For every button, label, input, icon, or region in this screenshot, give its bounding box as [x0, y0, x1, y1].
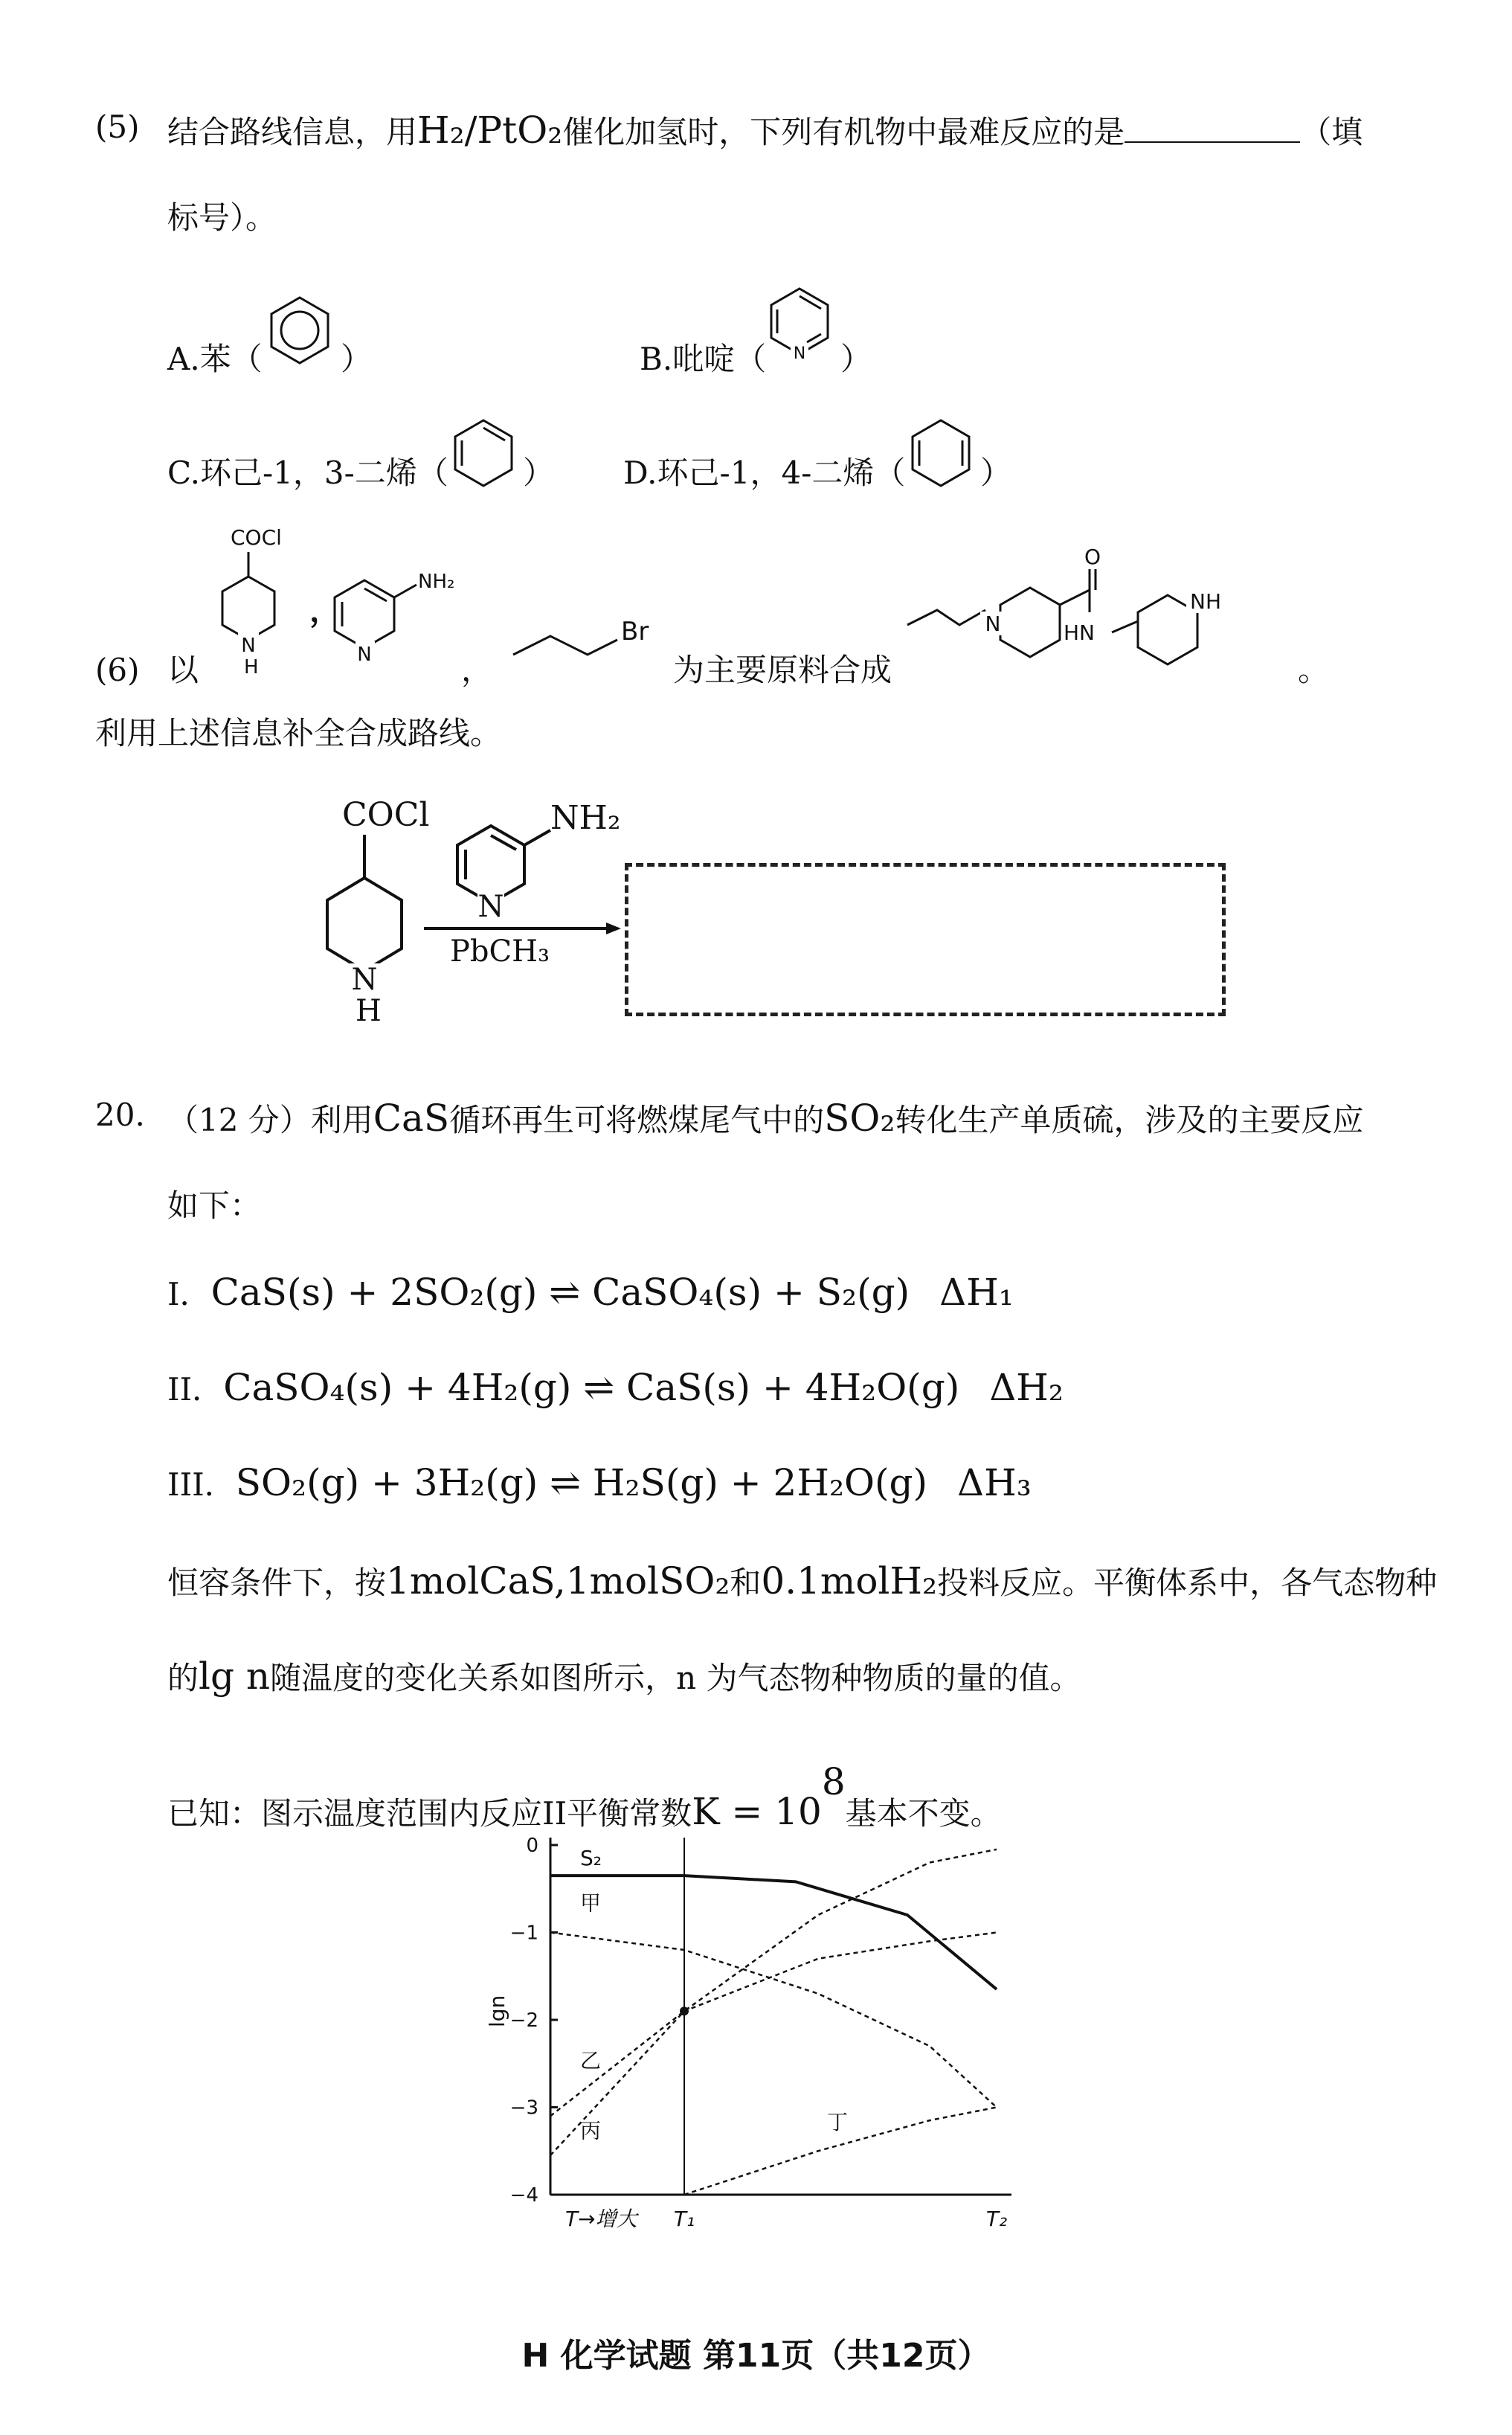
q6-number: (6)	[95, 652, 140, 688]
q6-period: 。	[1298, 652, 1330, 688]
reaction-3-eq: SO₂(g) + 3H₂(g) ⇌ H₂S(g) + 2H₂O(g)	[235, 1461, 928, 1504]
reactant2-nh2: NH₂	[418, 571, 455, 593]
series-label: 甲	[580, 1890, 602, 1916]
q5-stem-pre: 结合路线信息，用	[167, 114, 418, 150]
q20-so2: SO₂	[824, 1097, 895, 1140]
target-o: O	[1084, 545, 1101, 569]
option-b-label: B.吡啶（	[640, 341, 767, 377]
reaction-1-eq: CaS(s) + 2SO₂(g) ⇌ CaSO₄(s) + S₂(g)	[210, 1271, 910, 1314]
q20-number: 20.	[95, 1097, 145, 1133]
y-tick-label: −3	[509, 2096, 538, 2120]
option-c-close: ）	[523, 455, 555, 491]
y-tick-label: −2	[509, 2009, 538, 2032]
option-c-label: C.环己-1，3-二烯（	[167, 455, 448, 491]
intersection-point	[680, 2006, 689, 2015]
option-a-label: A.苯（	[167, 341, 263, 377]
q20-lgn-line	[167, 1655, 1081, 1698]
series-label: 丙	[580, 2118, 602, 2143]
q6-comma: ，	[309, 592, 341, 629]
cond-c: 和	[730, 1565, 762, 1601]
option-b-close: ）	[840, 341, 872, 377]
reactant1-h: H	[244, 656, 259, 678]
reaction-1-id: I．	[167, 1276, 211, 1312]
cond-a: 恒容条件下，按	[167, 1565, 387, 1601]
route-nh2: NH₂	[550, 799, 621, 837]
q6-as-materials: 为主要原料合成	[673, 652, 892, 688]
y-tick-label: −4	[509, 2184, 538, 2207]
x-axis-label: T→增大	[565, 2207, 637, 2231]
known-exp: 8	[821, 1760, 846, 1803]
cond-e: 投料反应。平衡体系中，各气态物种	[937, 1565, 1438, 1601]
q20-text-b: 转化生产单质硫，涉及的主要反应	[895, 1102, 1364, 1138]
option-d-close: ）	[980, 455, 1012, 491]
q5-catalyst: H₂/PtO₂	[417, 109, 563, 152]
reaction-1-dh: ΔH₁	[939, 1271, 1014, 1314]
y-tick-label: −1	[509, 1922, 538, 1945]
series-line	[550, 1933, 997, 2108]
target-nh: NH	[1190, 589, 1221, 614]
lgn-temperature-chart	[476, 1823, 1041, 2254]
route-cocl: COCl	[342, 796, 430, 834]
q5-number: (5)	[95, 109, 140, 145]
q5-stem-post: 催化加氢时，下列有机物中最难反应的是	[562, 114, 1125, 150]
known-b: K = 10	[692, 1790, 822, 1833]
route-reagent: PbCH₃	[450, 934, 550, 967]
aminopyridine-structure	[320, 558, 469, 677]
option-d-label: D.环己-1，4-二烯（	[623, 455, 906, 491]
route-pyridine-n: N	[477, 890, 504, 924]
reaction-3	[167, 1461, 1032, 1504]
route-n: N	[351, 963, 378, 997]
answer-blank[interactable]	[1125, 112, 1300, 143]
x-tick-label: T₁	[673, 2207, 695, 2231]
y-tick-label: 0	[526, 1835, 538, 1857]
q20-conditions	[167, 1559, 1438, 1603]
target-hn: HN	[1064, 620, 1095, 645]
q5-line2: 标号）。	[167, 199, 277, 236]
series-line	[550, 1849, 997, 2116]
series-label: 丁	[827, 2109, 849, 2134]
cond-b: 1molCaS,1molSO₂	[386, 1559, 730, 1603]
pyridine-icon	[766, 281, 833, 370]
q6-sep: ，	[461, 652, 493, 688]
page-footer: H 化学试题 第11页（共12页）	[521, 2337, 991, 2375]
answer-box[interactable]	[625, 863, 1226, 1016]
route-reaction-arrow	[416, 789, 654, 967]
reaction-2-id: II．	[167, 1371, 224, 1408]
bromopropane-structure	[506, 610, 669, 670]
q20-line2: 如下：	[167, 1187, 262, 1224]
lgn-c: 随温度的变化关系如图所示，n 为气态物种物质的量的值。	[270, 1660, 1081, 1696]
pyridine-n: N	[793, 344, 806, 363]
y-axis-label: lgn	[485, 1995, 509, 2027]
series-line	[550, 1933, 997, 2156]
x-tick-label: T₂	[985, 2207, 1008, 2231]
option-a-close: ）	[341, 341, 373, 377]
q20-cas: CaS	[373, 1097, 450, 1140]
cyclohexa-1-3-diene-icon	[450, 413, 517, 495]
series-label: 乙	[580, 2048, 602, 2073]
reaction-2-eq: CaSO₄(s) + 4H₂(g) ⇌ CaS(s) + 4H₂O(g)	[223, 1366, 960, 1409]
benzene-icon	[266, 290, 333, 372]
q20-known	[167, 1760, 1002, 1833]
reaction-3-id: III．	[167, 1466, 236, 1503]
q6-line2: 利用上述信息补全合成路线。	[95, 715, 502, 751]
reaction-2	[167, 1366, 1064, 1409]
cond-d: 0.1molH₂	[761, 1559, 938, 1603]
q6-yi: 以	[167, 652, 199, 688]
lgn-a: 的	[167, 1660, 199, 1696]
series-line	[550, 1876, 997, 1989]
q5-stem	[167, 109, 1363, 152]
known-c: 基本不变。	[845, 1795, 1002, 1832]
series-label: S₂	[580, 1846, 602, 1871]
target-molecule-structure	[900, 536, 1316, 684]
reaction-2-dh: ΔH₂	[989, 1366, 1064, 1409]
reaction-1	[167, 1271, 1014, 1314]
q20-score: （12 分）利用	[167, 1102, 373, 1138]
reaction-3-dh: ΔH₃	[957, 1461, 1032, 1504]
known-a: 已知：图示温度范围内反应II平衡常数	[167, 1795, 692, 1832]
q20-stem	[167, 1097, 1364, 1140]
target-n: N	[985, 612, 1001, 636]
piperidine-carbonyl-chloride-structure	[199, 521, 303, 681]
reactant1-cocl: COCl	[231, 525, 282, 550]
lgn-b: lg n	[199, 1655, 271, 1698]
reactant1-n: N	[241, 635, 256, 657]
route-h: H	[356, 994, 382, 1028]
q20-text-a: 循环再生可将燃煤尾气中的	[449, 1102, 825, 1138]
reactant3-br: Br	[621, 617, 649, 647]
reactant2-n: N	[357, 644, 372, 666]
cyclohexa-1-4-diene-icon	[907, 413, 974, 495]
q5-fill-suffix: （填	[1300, 114, 1363, 150]
